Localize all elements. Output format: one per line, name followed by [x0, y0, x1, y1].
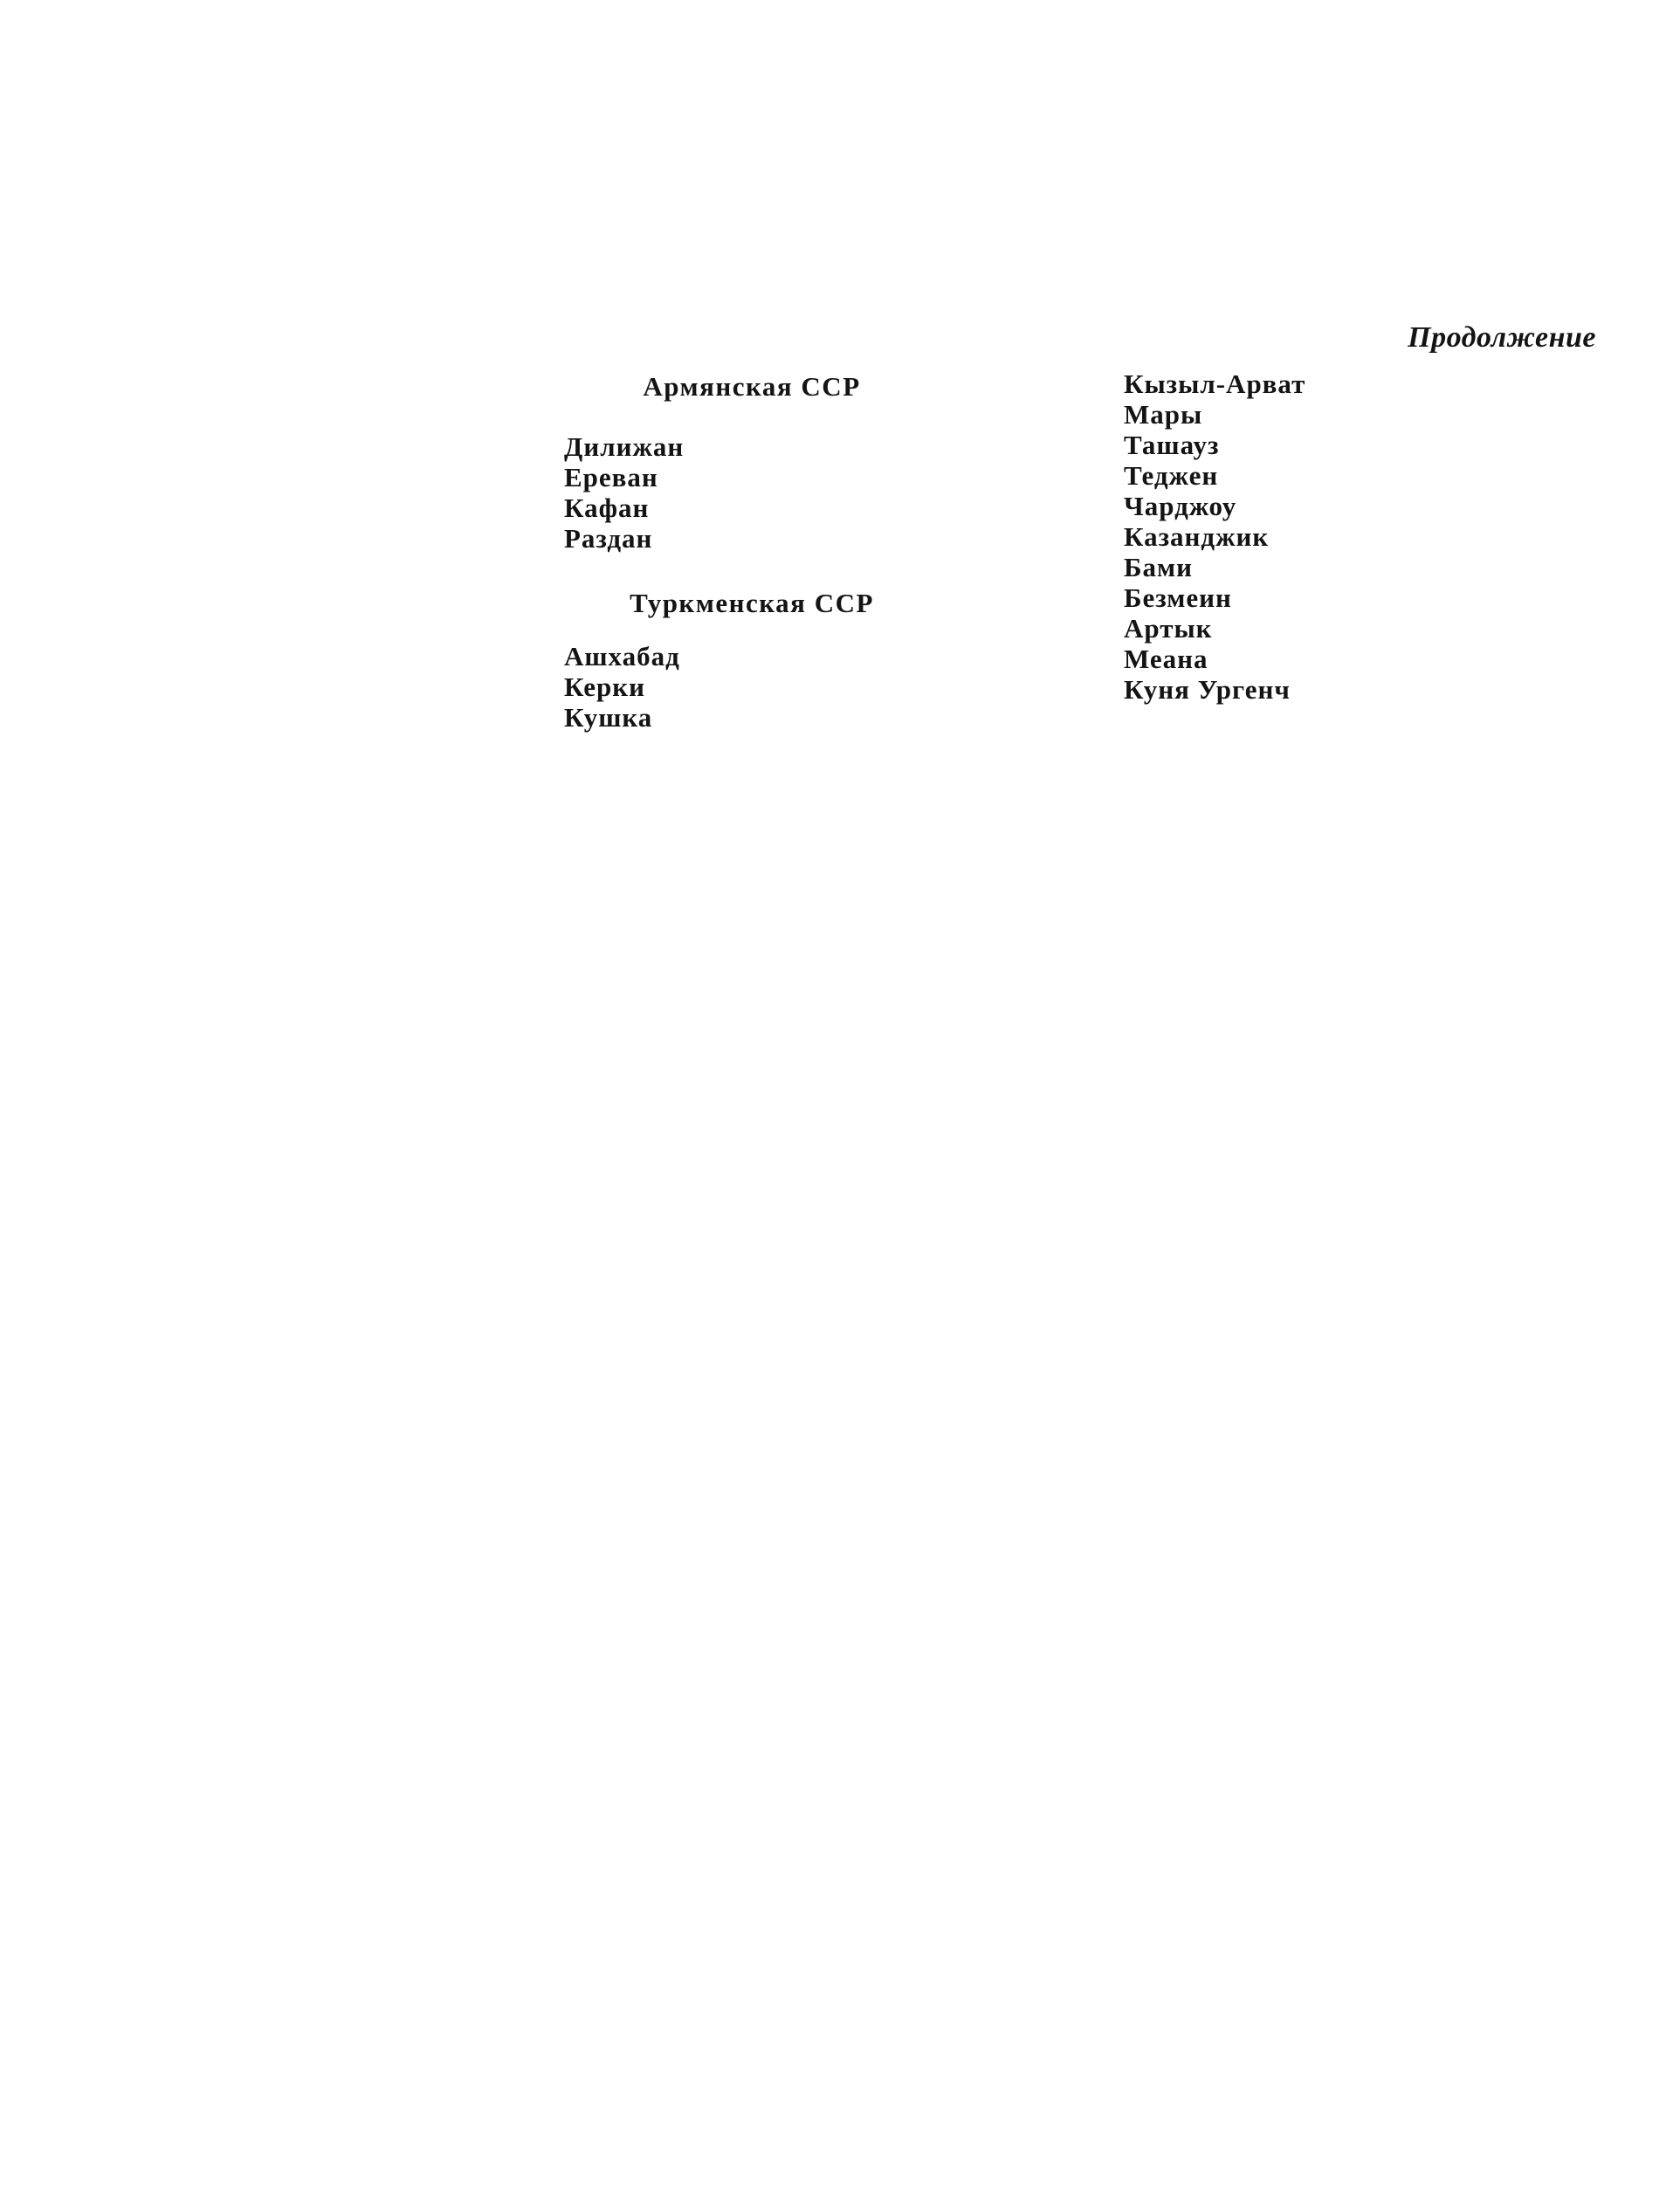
continuation-label: Продолжение: [1408, 321, 1596, 354]
city-item: Кушка: [564, 702, 653, 733]
city-item: Ереван: [564, 462, 658, 492]
city-list-turkmen-ssr: [564, 641, 1053, 733]
city-item: Безмеин: [1124, 582, 1232, 613]
city-item: Теджен: [1124, 460, 1219, 491]
right-column: [1124, 368, 1525, 705]
city-item: Чарджоу: [1124, 491, 1237, 521]
city-item: Керки: [564, 672, 646, 702]
city-item: Мары: [1124, 399, 1203, 430]
city-item: Кафан: [564, 492, 650, 523]
city-list-continued: [1124, 368, 1525, 705]
city-item: Кызыл-Арват: [1124, 368, 1306, 399]
city-item: Куня Ургенч: [1124, 674, 1291, 705]
city-item: Ташауз: [1124, 430, 1220, 460]
city-item: Дилижан: [564, 431, 685, 462]
city-item: Казанджик: [1124, 521, 1270, 552]
section-title-turkmen-ssr: Туркменская ССР: [630, 588, 874, 618]
city-item: Ашхабад: [564, 641, 680, 672]
left-column: [564, 365, 1053, 733]
city-item: Раздан: [564, 523, 653, 554]
city-list-armenian-ssr: [564, 431, 1053, 554]
city-item: Бами: [1124, 552, 1193, 582]
section-title-armenian-ssr: Армянская ССР: [643, 371, 861, 402]
city-item: Артык: [1124, 613, 1213, 644]
city-item: Меана: [1124, 644, 1208, 674]
